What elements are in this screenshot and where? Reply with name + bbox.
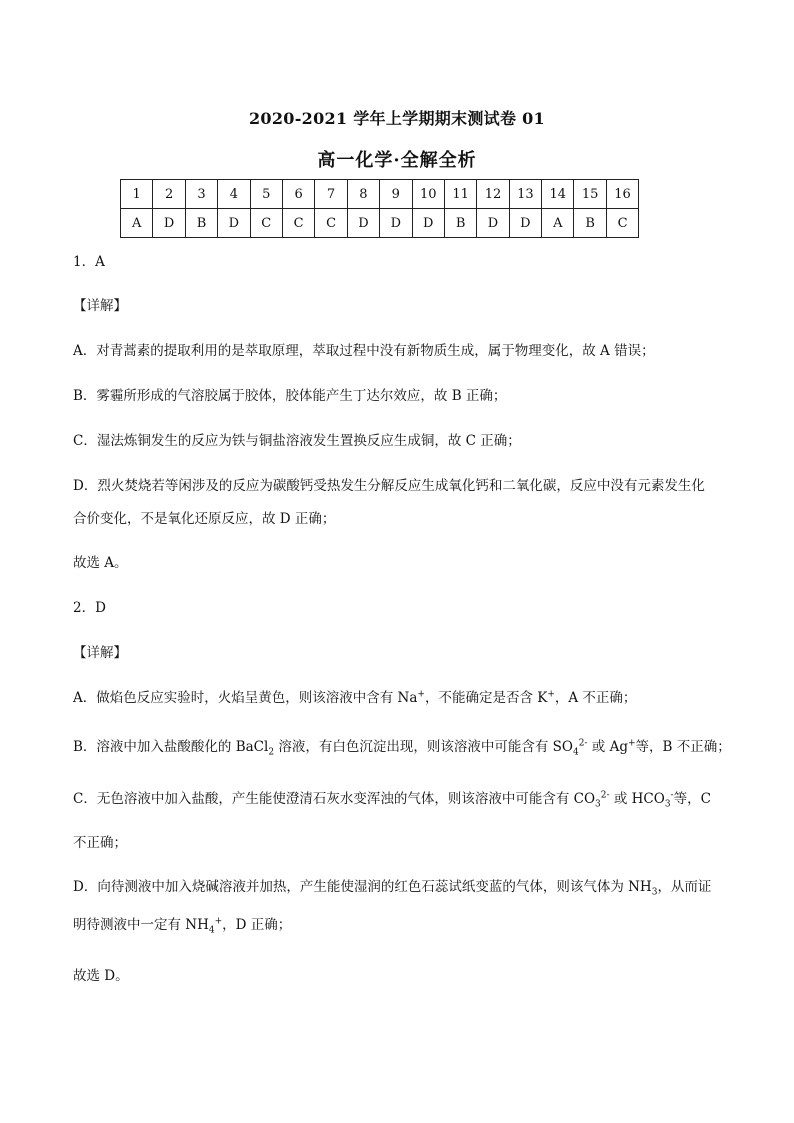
q1-option-a: A．对青蒿素的提取利用的是萃取原理，萃取过程中没有新物质生成，属于物理变化，故 A 错误； (73, 343, 655, 359)
q2-option-a-text-2: ，不能确定是否含 K (424, 690, 548, 706)
bicarbonate-charge: - (670, 790, 674, 801)
q1-option-d-line1: D．烈火焚烧若等闲涉及的反应为碳酸钙受热发生分解反应生成氧化钙和二氧化碳，反应中没有元素发生化 (73, 478, 705, 494)
q1-conclusion: 故选 A。 (73, 555, 128, 571)
question-number-cell: 16 (606, 180, 638, 209)
q2-option-d (73, 871, 733, 903)
q2-option-c-line2: 不正确； (73, 835, 127, 851)
question-number-cell: 5 (250, 180, 282, 209)
q2-option-d-text-4: ，D 正确； (222, 917, 292, 933)
answer-cell: B (185, 209, 217, 238)
question-number-cell: 3 (185, 180, 217, 209)
question-number-cell: 13 (509, 180, 541, 209)
answer-table-number-row (121, 180, 639, 209)
answer-cell: D (509, 209, 541, 238)
q1-detail-label: 【详解】 (73, 298, 127, 314)
q2-heading: 2．D (73, 600, 106, 616)
question-number-cell: 2 (153, 180, 185, 209)
question-number-cell: 6 (282, 180, 314, 209)
q1-option-c: C．湿法炼铜发生的反应为铁与铜盐溶液发生置换反应生成铜，故 C 正确； (73, 433, 521, 449)
answer-cell: D (380, 209, 412, 238)
q2-option-b-text-4: 等，B 不正确； (635, 739, 731, 755)
sodium-charge: + (417, 689, 425, 700)
answer-cell: D (347, 209, 379, 238)
page-subtitle: 高一化学·全解全析 (317, 150, 477, 171)
question-number-cell: 4 (218, 180, 250, 209)
q2-option-d-line2 (73, 909, 733, 941)
q2-option-c-text-2: 或 HCO (609, 791, 665, 807)
q2-option-c (73, 783, 733, 815)
carbonate-charge: 2- (600, 790, 610, 801)
q2-option-d-text-3: 明待测液中一定有 NH (73, 917, 209, 933)
answer-cell: A (121, 209, 153, 238)
q1-option-b: B．雾霾所形成的气溶胶属于胶体，胶体能产生丁达尔效应，故 B 正确； (73, 388, 507, 404)
answer-cell: D (412, 209, 444, 238)
answer-cell: C (606, 209, 638, 238)
question-number-cell: 14 (542, 180, 574, 209)
page-title: 2020-2021 学年上学期期末测试卷 01 (248, 109, 545, 128)
answer-cell: C (250, 209, 282, 238)
answer-cell: C (282, 209, 314, 238)
q2-option-d-text-2: ，从而证 (657, 879, 712, 895)
answer-cell: B (574, 209, 606, 238)
potassium-charge: + (547, 689, 555, 700)
ammonium-charge: + (214, 916, 223, 927)
answer-table (120, 179, 639, 238)
question-number-cell: 15 (574, 180, 606, 209)
carbonate-subscript: 3 (595, 799, 601, 810)
ammonia-subscript: 3 (651, 887, 658, 898)
answer-table-answer-row (121, 209, 639, 238)
q2-option-d-text-1: D．向待测液中加入烧碱溶液并加热，产生能使湿润的红色石蕊试纸变蓝的气体，则该气体为 NH (73, 879, 652, 895)
question-number-cell: 1 (121, 180, 153, 209)
q2-conclusion: 故选 D。 (73, 968, 129, 984)
q2-option-a (73, 682, 733, 714)
bicarbonate-subscript: 3 (664, 799, 671, 810)
sulfate-subscript: 4 (572, 747, 579, 758)
q2-option-b-text-2: 溶液，有白色沉淀出现，则该溶液中可能含有 SO (274, 739, 573, 755)
q2-option-b-text-1: B．溶液中加入盐酸酸化的 BaCl (73, 739, 269, 755)
q2-option-c-text-3: 等，C (673, 791, 711, 807)
question-number-cell: 12 (477, 180, 509, 209)
q1-option-d-line2: 合价变化，不是氧化还原反应，故 D 正确； (73, 511, 336, 527)
bacl2-subscript: 2 (268, 747, 275, 758)
q2-option-a-text-1: A．做焰色反应实验时，火焰呈黄色，则该溶液中含有 Na (73, 690, 418, 706)
q2-option-a-text-3: ，A 不正确； (554, 690, 637, 706)
sulfate-charge: 2- (578, 738, 588, 749)
answer-cell: C (315, 209, 347, 238)
answer-cell: D (153, 209, 185, 238)
q2-detail-label: 【详解】 (73, 645, 127, 661)
q1-heading: 1．A (73, 254, 105, 270)
q2-option-b (73, 731, 733, 763)
answer-cell: D (477, 209, 509, 238)
q2-option-b-text-3: 或 Ag (587, 739, 628, 755)
question-number-cell: 7 (315, 180, 347, 209)
question-number-cell: 8 (347, 180, 379, 209)
silver-charge: + (627, 738, 636, 749)
question-number-cell: 9 (380, 180, 412, 209)
question-number-cell: 11 (444, 180, 476, 209)
answer-cell: D (218, 209, 250, 238)
ammonium-subscript: 4 (208, 925, 215, 936)
question-number-cell: 10 (412, 180, 444, 209)
q2-option-c-text-1: C．无色溶液中加入盐酸，产生能使澄清石灰水变浑浊的气体，则该溶液中可能含有 CO (73, 791, 596, 807)
answer-cell: B (444, 209, 476, 238)
answer-cell: A (542, 209, 574, 238)
